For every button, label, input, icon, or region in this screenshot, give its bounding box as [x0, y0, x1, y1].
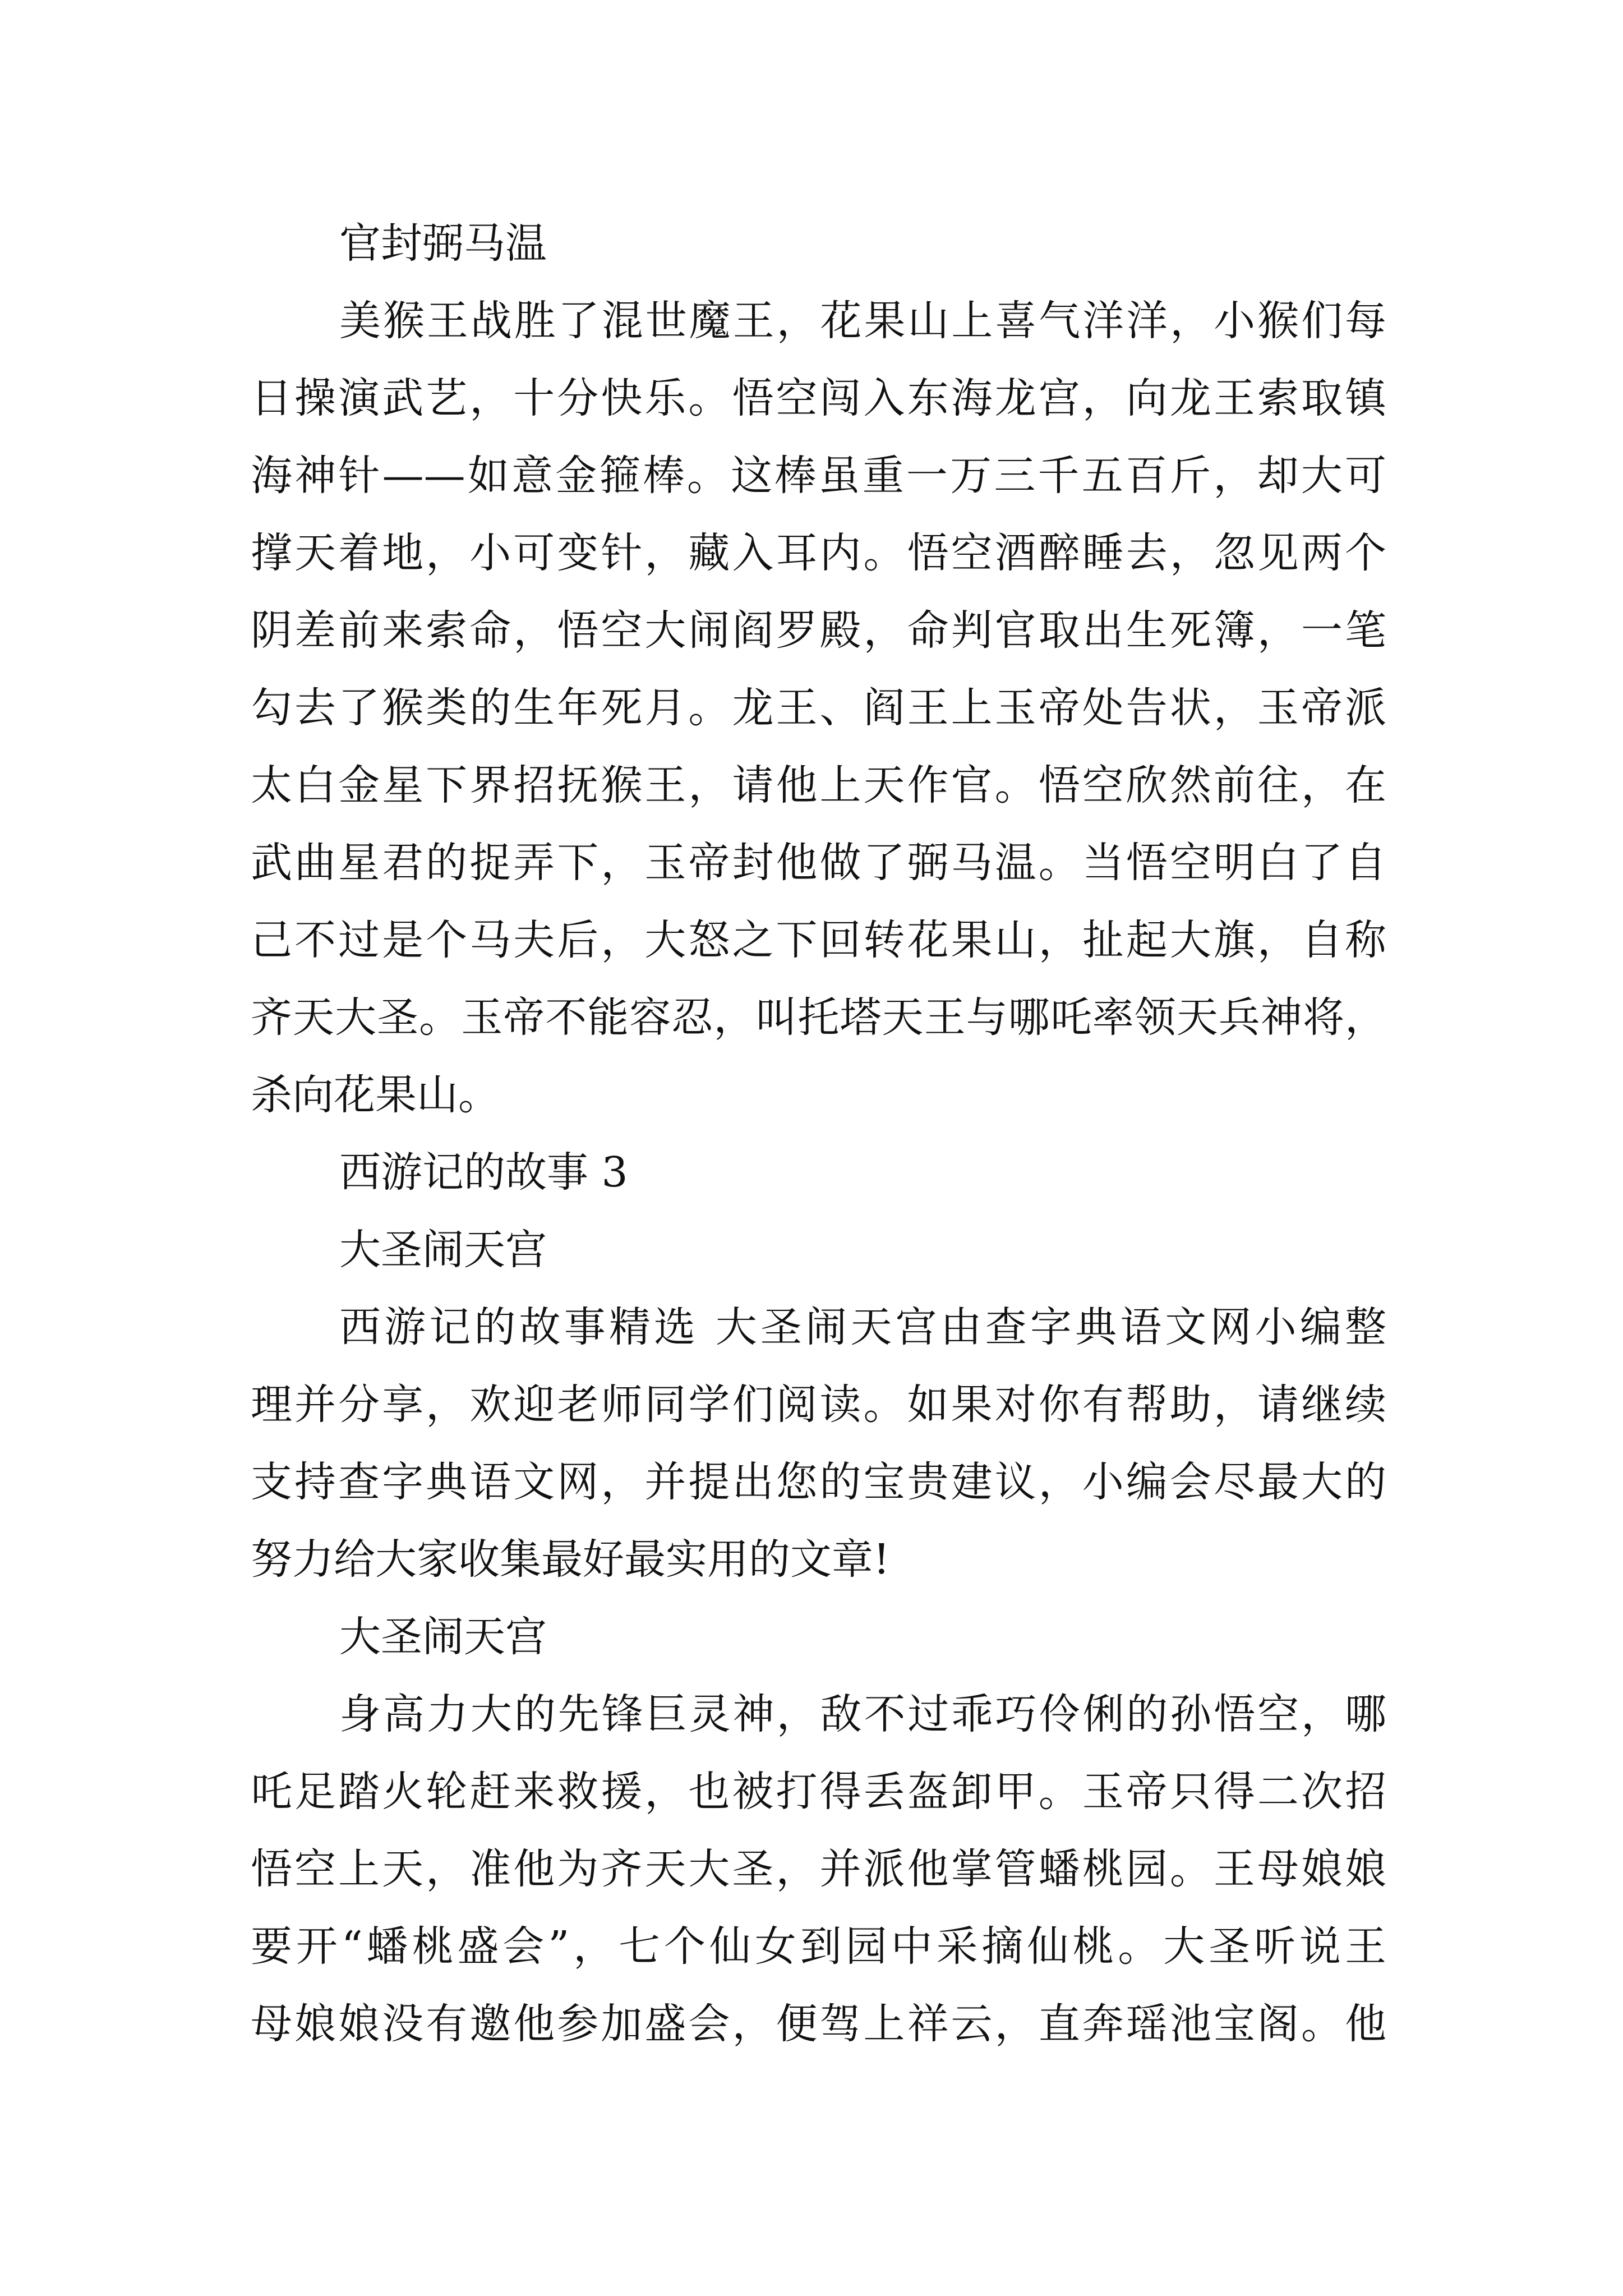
text-line: 武曲星君的捉弄下，玉帝封他做了弼马温。当悟空明白了自 [251, 839, 1386, 887]
heading-line: 大圣闹天宫 [339, 1226, 547, 1274]
text-line: 齐天大圣。玉帝不能容忍，叫托塔天王与哪吒率领天兵神将， [251, 993, 1386, 1042]
text-line: 西游记的故事精选 大圣闹天宫由查字典语文网小编整 [339, 1303, 1386, 1351]
section-heading [251, 1134, 1386, 1211]
body-text [251, 205, 1386, 2063]
text-line: 身高力大的先锋巨灵神，敌不过乖巧伶俐的孙悟空，哪 [339, 1690, 1386, 1738]
text-line: 母娘娘没有邀他参加盛会，便驾上祥云，直奔瑶池宝阁。他 [251, 2000, 1386, 2048]
text-line: 己不过是个马夫后，大怒之下回转花果山，扯起大旗，自称 [251, 916, 1386, 964]
text-line: 美猴王战胜了混世魔王，花果山上喜气洋洋，小猴们每 [339, 297, 1386, 345]
text-line: 努力给大家收集最好最实用的文章! [251, 1535, 890, 1584]
text-line: 阴差前来索命，悟空大闹阎罗殿，命判官取出生死簿，一笔 [251, 606, 1386, 655]
text-line: 杀向花果山。 [251, 1071, 500, 1119]
heading-line: 西游记的故事 3 [339, 1148, 628, 1197]
text-line: 撑天着地，小可变针，藏入耳内。悟空酒醉睡去，忽见两个 [251, 529, 1386, 577]
text-line: 要开“蟠桃盛会”，七个仙女到园中采摘仙桃。大圣听说王 [251, 1922, 1386, 1971]
text-line: 吒足踏火轮赶来救援，也被打得丢盔卸甲。玉帝只得二次招 [251, 1768, 1386, 1816]
paragraph [251, 1676, 1386, 2063]
text-line: 日操演武艺，十分快乐。悟空闯入东海龙宫，向龙王索取镇 [251, 374, 1386, 422]
text-line: 支持查字典语文网，并提出您的宝贵建议，小编会尽最大的 [251, 1458, 1386, 1506]
text-line: 勾去了猴类的生年死月。龙王、阎王上玉帝处告状，玉帝派 [251, 684, 1386, 732]
text-line: 海神针——如意金箍棒。这棒虽重一万三千五百斤，却大可 [251, 452, 1386, 500]
section-heading [251, 205, 1386, 282]
paragraph [251, 1289, 1386, 1598]
heading-line: 官封弼马温 [339, 219, 547, 268]
paragraph [251, 282, 1386, 1134]
text-line: 悟空上天，准他为齐天大圣，并派他掌管蟠桃园。王母娘娘 [251, 1845, 1386, 1893]
section-heading [251, 1598, 1386, 1676]
section-heading [251, 1211, 1386, 1289]
text-line: 理并分享，欢迎老师同学们阅读。如果对你有帮助，请继续 [251, 1381, 1386, 1429]
heading-line: 大圣闹天宫 [339, 1613, 547, 1661]
text-line: 太白金星下界招抚猴王，请他上天作官。悟空欣然前往，在 [251, 761, 1386, 809]
